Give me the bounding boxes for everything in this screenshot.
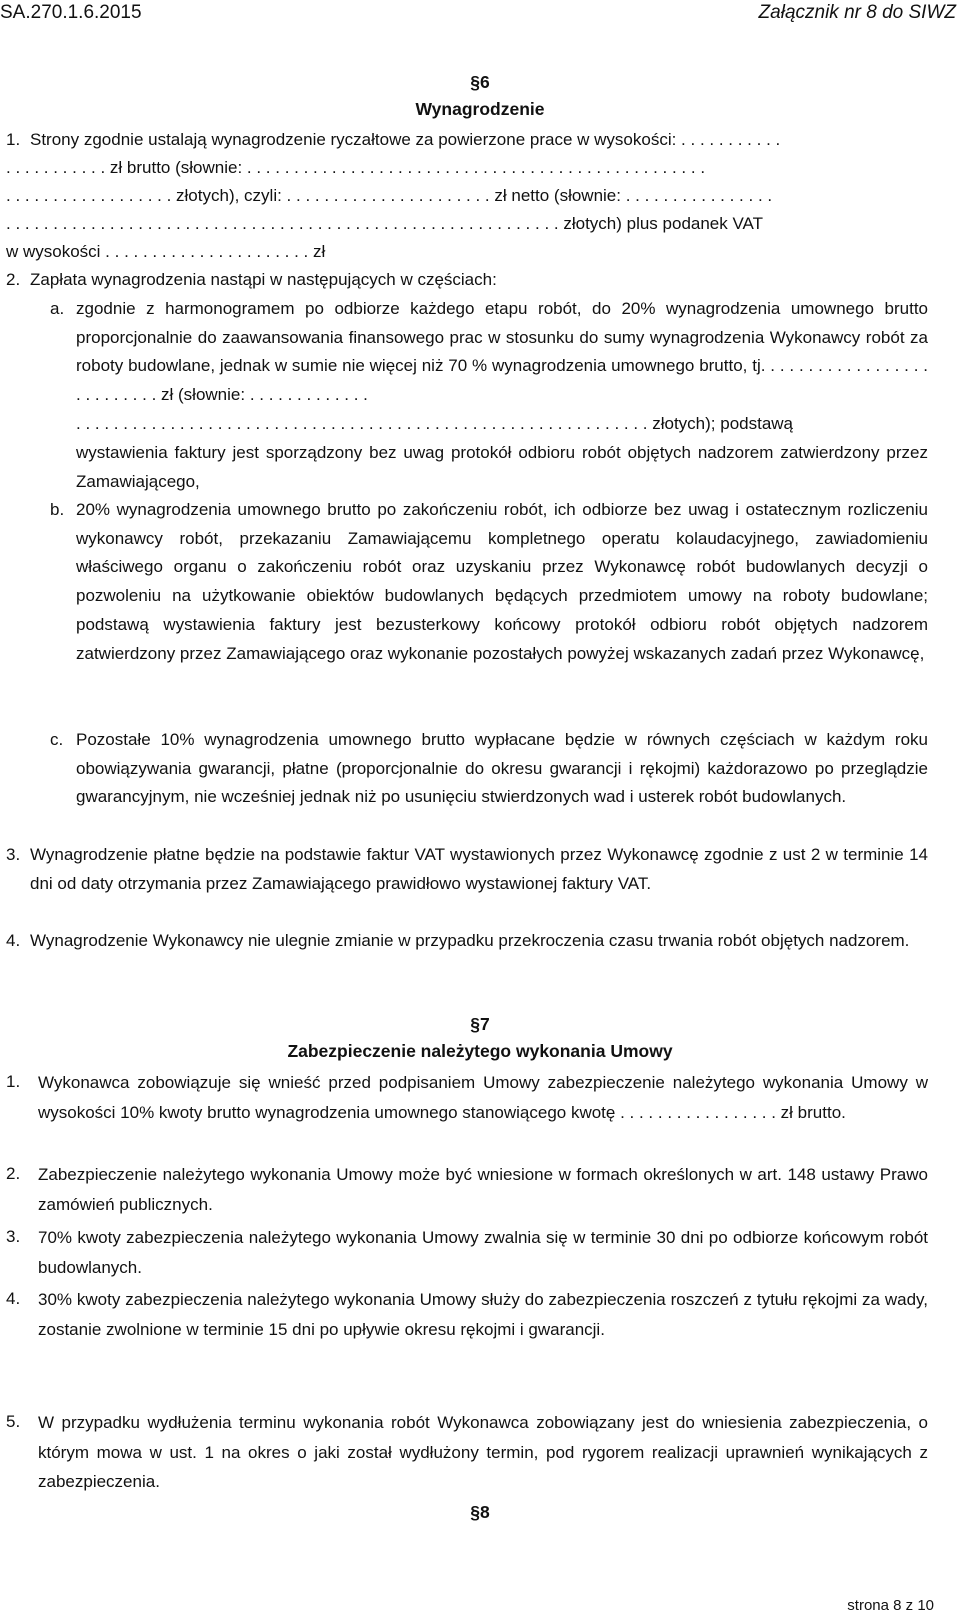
subitem-a-text-end: wystawienia faktury jest sporządzony bez uwag protokół odbioru robót objętych nadzorem zatwierdzony przez Zamawiającego,: [76, 443, 928, 491]
subitem-a-text: zgodnie z harmonogramem po odbiorze każdego etapu robót, do 20% wynagrodzenia umownego brutto proporcjonalnie do zaawansowania finansowego prac w stosunku do sumy wynagrodzenia Wykonawcy robót za roboty budowlane, jednak w sumie nie więcej niż 70 % wynagrodzenia umownego brutto, tj. . . . . . . . . . . . . . . . . . . . . . . . . . . zł (słownie: . . . . . . . . . . . . .: [76, 299, 928, 405]
item-1-line-5: w wysokości . . . . . . . . . . . . . . . . . . . . . . zł: [6, 242, 326, 261]
subitem-a-dots: . . . . . . . . . . . . . . . . . . . . . . . . . . . . . . . . . . . . . . . . . . . . . . . . . . . . . . . . . . . . . złotych); podstawą: [76, 414, 794, 433]
subitem-a-label: a.: [50, 299, 65, 318]
item-1-number: 1.: [6, 130, 21, 149]
item-2-text: Zapłata wynagrodzenia nastąpi w następujących w częściach:: [30, 270, 497, 289]
item-1-line-1: Strony zgodnie ustalają wynagrodzenie ryczałtowe za powierzone prace w wysokości: . . . . . . . . . . .: [30, 130, 781, 149]
section-6-heading: §6: [470, 72, 490, 92]
subitem-b-label: b.: [50, 500, 65, 519]
item-3-number: 3.: [6, 845, 21, 864]
item-4-number: 4.: [6, 931, 21, 950]
item-1-line-3: . . . . . . . . . . . . . . . . . . złotych), czyli: . . . . . . . . . . . . . . . . . . . . . . zł netto (słownie: . . . . . . . . . . . . . . . .: [6, 186, 773, 205]
s7-item-1-number: 1.: [6, 1072, 21, 1091]
header-attachment: Załącznik nr 8 do SIWZ: [758, 2, 956, 23]
section-8-heading: §8: [470, 1502, 490, 1522]
s7-item-4-number: 4.: [6, 1289, 21, 1308]
item-1-line-4: . . . . . . . . . . . . . . . . . . . . . . . . . . . . . . . . . . . . . . . . . . . . . . . . . . . . . . . . . . . złotych) plus podanek VAT: [6, 214, 764, 233]
section-6-title: Wynagrodzenie: [415, 99, 545, 119]
subitem-b-text: 20% wynagrodzenia umownego brutto po zakończeniu robót, ich odbiorze bez uwag i ostatecznym rozliczeniu wykonawcy robót, przekazaniu Zamawiającemu kompletnego operatu kolaudacyjnego, zawiadomieniu właściwego organu o zakończeniu robót oraz uzyskaniu przez Wykonawcę robót budowlanych decyzji o pozwoleniu na użytkowanie obiektów budowlanych będących przedmiotem umowy na roboty budowlane; podstawą wystawienia faktury jest bezusterkowy końcowy protokół odbioru robót objętych nadzorem zatwierdzony przez Zamawiającego oraz wykonanie pozostałych powyżej wskazanych zadań przez Wykonawcę,: [76, 500, 928, 663]
s7-item-5-number: 5.: [6, 1412, 21, 1431]
item-4-text: Wynagrodzenie Wykonawcy nie ulegnie zmianie w przypadku przekroczenia czasu trwania robót objętych nadzorem.: [30, 931, 910, 950]
subitem-c-text: Pozostałe 10% wynagrodzenia umownego brutto wypłacane będzie w równych częściach w każdym roku obowiązywania gwarancji, płatne (proporcjonalnie do okresu gwarancji i rękojmi) każdorazowo po przeglądzie gwarancyjnym, nie wcześniej jednak niż po usunięciu stwierdzonych wad i usterek robót budowlanych.: [76, 730, 928, 807]
s7-item-2-number: 2.: [6, 1164, 21, 1183]
s7-item-4-text: 30% kwoty zabezpieczenia należytego wykonania Umowy służy do zabezpieczenia roszczeń z tytułu rękojmi za wady, zostanie zwolnione w terminie 15 dni po upływie okresu rękojmi i gwarancji.: [38, 1290, 928, 1339]
s7-item-1-text: Wykonawca zobowiązuje się wnieść przed podpisaniem Umowy zabezpieczenie należytego wykonania Umowy w wysokości 10% kwoty brutto wynagrodzenia umownego stanowiącego kwotę . . . . . . . . . . . . . . . . . zł brutto.: [38, 1073, 928, 1122]
s7-item-5-text: W przypadku wydłużenia terminu wykonania robót Wykonawca zobowiązany jest do wniesienia zabezpieczenia, o którym mowa w ust. 1 na okres o jaki został wydłużony termin, pod rygorem realizacji uprawnień wynikających z zabezpieczenia.: [38, 1413, 928, 1491]
section-7-title: Zabezpieczenie należytego wykonania Umowy: [287, 1041, 673, 1061]
subitem-c-label: c.: [50, 730, 64, 749]
s7-item-3-number: 3.: [6, 1227, 21, 1246]
page-number: strona 8 z 10: [847, 1597, 934, 1614]
item-3-text: Wynagrodzenie płatne będzie na podstawie faktur VAT wystawionych przez Wykonawcę zgodnie z ust 2 w terminie 14 dni od daty otrzymania przez Zamawiającego prawidłowo wystawionej faktury VAT.: [30, 845, 928, 893]
item-2-number: 2.: [6, 270, 21, 289]
s7-item-2-text: Zabezpieczenie należytego wykonania Umowy może być wniesione w formach określonych w art. 148 ustawy Prawo zamówień publicznych.: [38, 1165, 928, 1214]
header-reference: SA.270.1.6.2015: [0, 2, 142, 23]
section-7-heading: §7: [470, 1014, 490, 1034]
item-1-line-2: . . . . . . . . . . . zł brutto (słownie: . . . . . . . . . . . . . . . . . . . . . . . . . . . . . . . . . . . . . . . . . . . . . . . . .: [6, 158, 706, 177]
s7-item-3-text: 70% kwoty zabezpieczenia należytego wykonania Umowy zwalnia się w terminie 30 dni po odbiorze końcowym robót budowlanych.: [38, 1228, 928, 1277]
